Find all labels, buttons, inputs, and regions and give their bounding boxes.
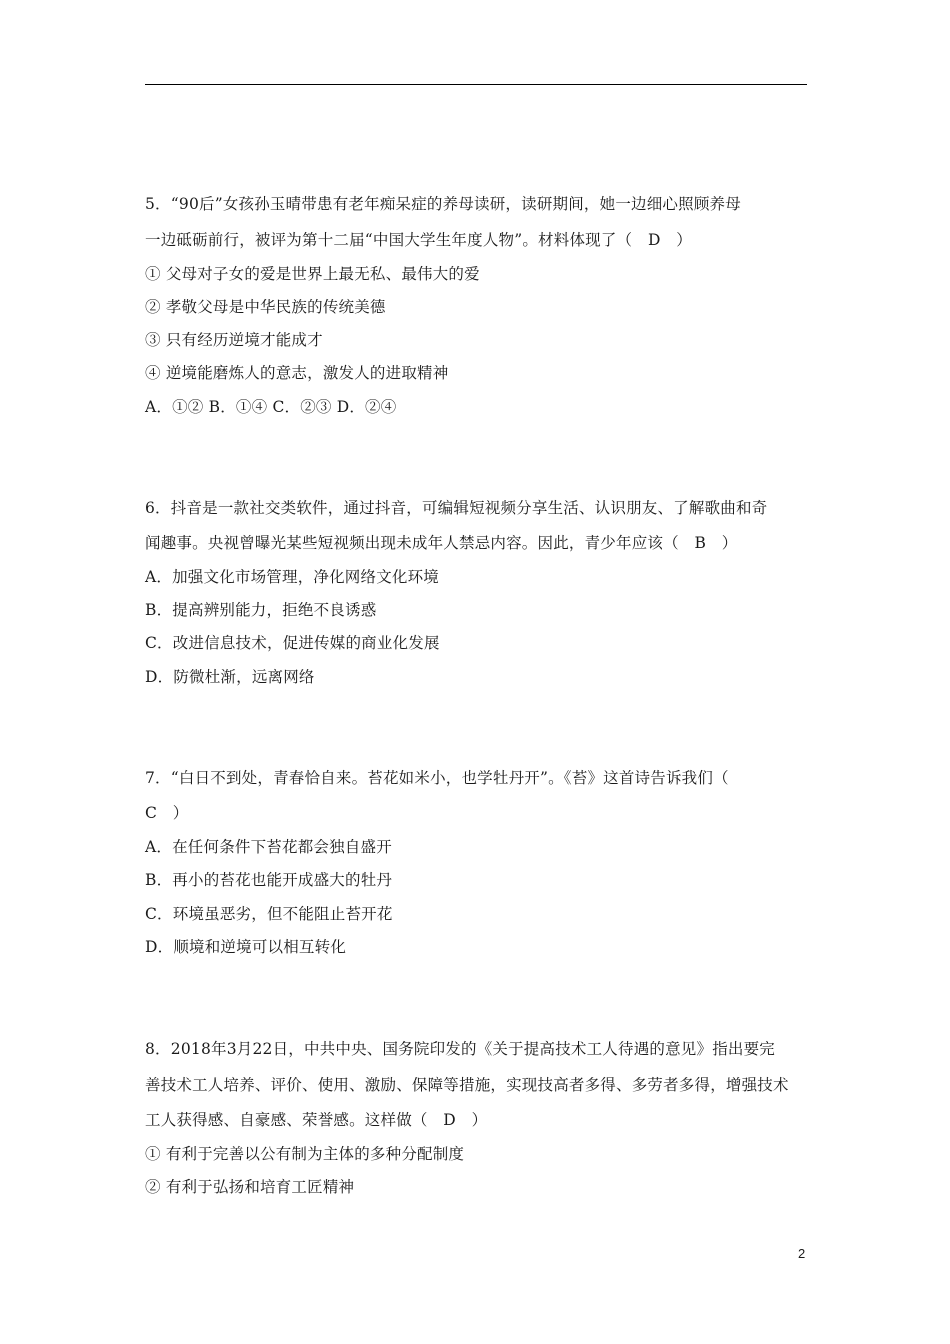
question-stem-line: 闻趣事。央视曾曝光某些短视频出现未成年人禁忌内容。因此，青少年应该（ B ）	[145, 534, 738, 552]
answer-choices-line: A．①② B．①④ C．②③ D．②④	[145, 398, 397, 416]
question-stem-line: 一边砥砺前行，被评为第十二届“中国大学生年度人物”。材料体现了（ D ）	[145, 231, 692, 249]
question-stem-line: 工人获得感、自豪感、荣誉感。这样做（ D ）	[145, 1111, 488, 1129]
option-line: C．改进信息技术，促进传媒的商业化发展	[145, 634, 440, 652]
option-line: C．环境虽恶劣，但不能阻止苔开花	[145, 905, 393, 923]
header-rule	[145, 84, 807, 85]
question-stem-line: 5．“90后”女孩孙玉晴带患有老年痴呆症的养母读研，读研期间，她一边细心照顾养母	[145, 195, 741, 213]
option-line: B．提高辨别能力，拒绝不良诱惑	[145, 601, 377, 619]
option-line: ④ 逆境能磨炼人的意志，激发人的进取精神	[145, 364, 449, 382]
option-line: ② 有利于弘扬和培育工匠精神	[145, 1178, 355, 1196]
option-line: D．顺境和逆境可以相互转化	[145, 938, 347, 956]
option-line: ① 有利于完善以公有制为主体的多种分配制度	[145, 1145, 465, 1163]
option-line: ③ 只有经历逆境才能成才	[145, 331, 323, 349]
question-stem-line: 善技术工人培养、评价、使用、激励、保障等措施，实现技高者多得、多劳者多得，增强技术	[145, 1076, 789, 1094]
question-stem-line: 6．抖音是一款社交类软件，通过抖音，可编辑短视频分享生活、认识朋友、了解歌曲和奇	[145, 499, 768, 517]
question-stem-line: 8．2018年3月22日，中共中央、国务院印发的《关于提高技术工人待遇的意见》指出要完	[145, 1040, 775, 1058]
option-line: B．再小的苔花也能开成盛大的牡丹	[145, 871, 393, 889]
option-line: ② 孝敬父母是中华民族的传统美德	[145, 298, 386, 316]
option-line: A．在任何条件下苔花都会独自盛开	[145, 838, 392, 856]
page-number: 2	[798, 1246, 806, 1261]
question-stem-line: 7．“白日不到处，青春恰自来。苔花如米小，也学牡丹开”。《苔》这首诗告诉我们（	[145, 769, 729, 787]
option-line: D．防微杜渐，远离网络	[145, 668, 315, 686]
option-line: ① 父母对子女的爱是世界上最无私、最伟大的爱	[145, 265, 480, 283]
question-stem-line: C ）	[145, 804, 189, 822]
option-line: A．加强文化市场管理，净化网络文化环境	[145, 568, 439, 586]
